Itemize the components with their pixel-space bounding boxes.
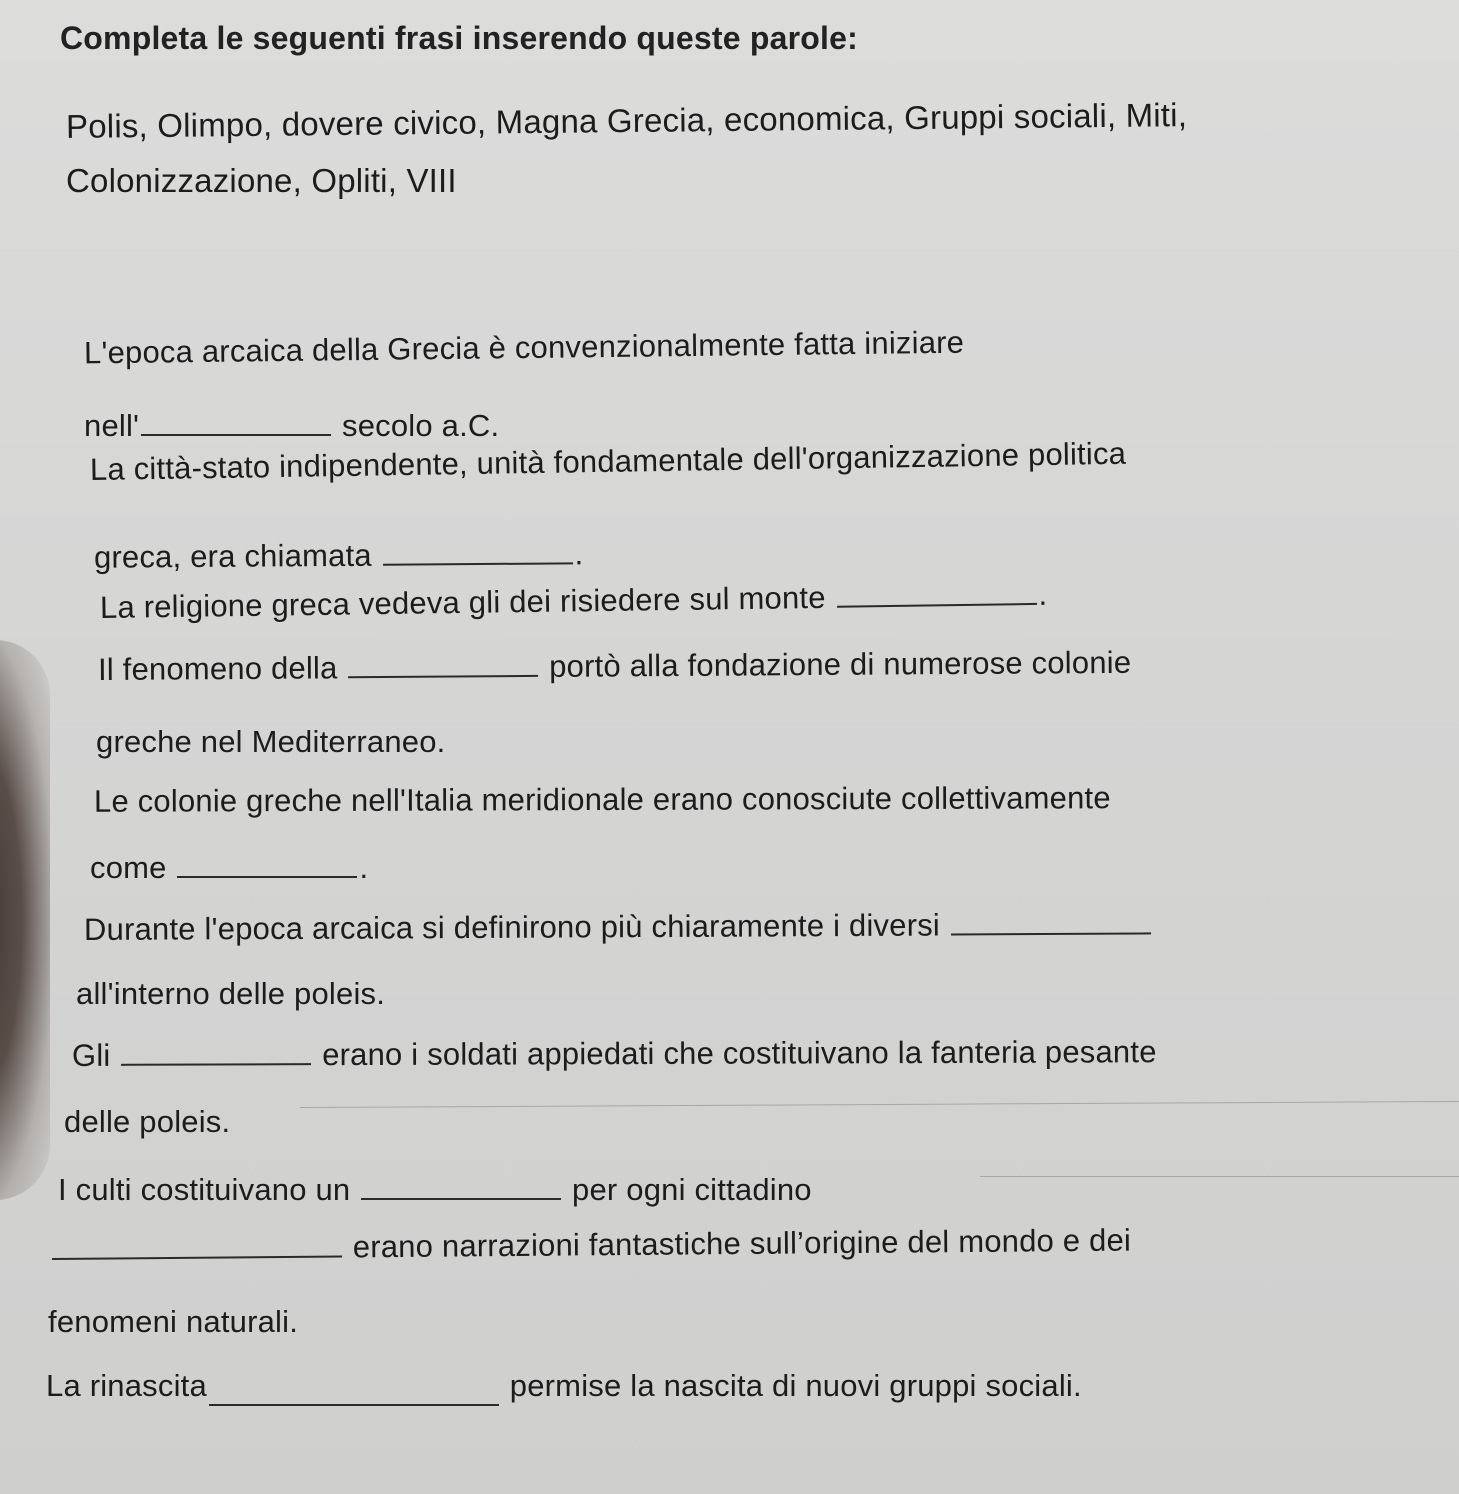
sentence-4-line-2: greche nel Mediterraneo. (96, 724, 446, 759)
sentence-4-line-1 (98, 645, 1131, 688)
sentence-7-prefix: Gli (71, 1037, 111, 1073)
sentence-8 (58, 1172, 812, 1208)
sentence-4-prefix: Il fenomeno della (97, 650, 338, 687)
sentence-10-suffix: permise la nascita di nuovi gruppi sociali. (509, 1368, 1082, 1403)
sentence-7-line-2: delle poleis. (64, 1104, 231, 1139)
instruction-heading: Completa le seguenti frasi inserendo queste parole: (60, 20, 858, 56)
blank-3[interactable] (837, 602, 1037, 608)
paper-fold-line (300, 1101, 1459, 1108)
sentence-7-line-1 (72, 1034, 1157, 1074)
sentence-2-prefix: greca, era chiamata (93, 537, 372, 575)
sentence-8-prefix: I culti costituivano un (58, 1172, 351, 1207)
sentence-1-suffix: secolo a.C. (342, 408, 500, 443)
blank-4[interactable] (348, 674, 538, 678)
sentence-5-line-2 (90, 850, 368, 886)
sentence-5-prefix: come (90, 850, 167, 885)
blank-6[interactable] (951, 931, 1151, 935)
sentence-4-suffix: portò alla fondazione di numerose colonie (549, 644, 1132, 684)
sentence-5-suffix: . (359, 850, 369, 885)
sentence-3 (100, 577, 1048, 626)
blank-10[interactable] (209, 1403, 499, 1406)
blank-2[interactable] (383, 561, 573, 565)
finger-shadow (0, 640, 50, 1200)
sentence-10-prefix: La rinascita (46, 1368, 207, 1403)
sentence-1-prefix: nell' (84, 408, 140, 443)
blank-7[interactable] (121, 1062, 311, 1066)
sentence-8-suffix: per ogni cittadino (572, 1172, 812, 1207)
sentence-2-line-1: La città-stato indipendente, unità fondamentale dell'organizzazione politica (89, 435, 1127, 487)
sentence-2-line-2 (94, 536, 584, 575)
sentence-7-suffix: erano i soldati appiedati che costituivano la fanteria pesante (322, 1034, 1157, 1073)
sentence-6-prefix: Durante l'epoca arcaica si definirono più chiaramente i diversi (83, 907, 941, 947)
paper-fold-line-2 (980, 1176, 1459, 1177)
sentence-1-line-2 (84, 408, 499, 444)
blank-5[interactable] (177, 875, 357, 878)
sentence-1-line-1: L'epoca arcaica della Grecia è convenzionalmente fatta iniziare (83, 324, 965, 371)
sentence-2-suffix: . (574, 536, 584, 572)
sentence-5-line-1: Le colonie greche nell'Italia meridionale erano conosciute collettivamente (93, 780, 1111, 819)
sentence-9-line-2: fenomeni naturali. (48, 1304, 299, 1339)
blank-1[interactable] (141, 433, 331, 436)
sentence-6-line-1 (84, 906, 1153, 948)
blank-8[interactable] (361, 1197, 561, 1200)
sentence-3-prefix: La religione greca vedeva gli dei risiedere sul monte (99, 579, 826, 625)
sentence-10 (46, 1368, 1082, 1404)
word-bank-line-2: Colonizzazione, Opliti, VIII (66, 162, 457, 199)
sentence-9-suffix: erano narrazioni fantastiche sull’origine del mondo e dei (352, 1222, 1132, 1265)
blank-9[interactable] (52, 1254, 342, 1260)
sentence-3-suffix: . (1038, 576, 1048, 612)
word-bank-line-1: Polis, Olimpo, dovere civico, Magna Grecia, economica, Gruppi sociali, Miti, (65, 96, 1188, 145)
sentence-9-line-1 (50, 1223, 1131, 1268)
sentence-6-line-2: all'interno delle poleis. (76, 976, 386, 1011)
